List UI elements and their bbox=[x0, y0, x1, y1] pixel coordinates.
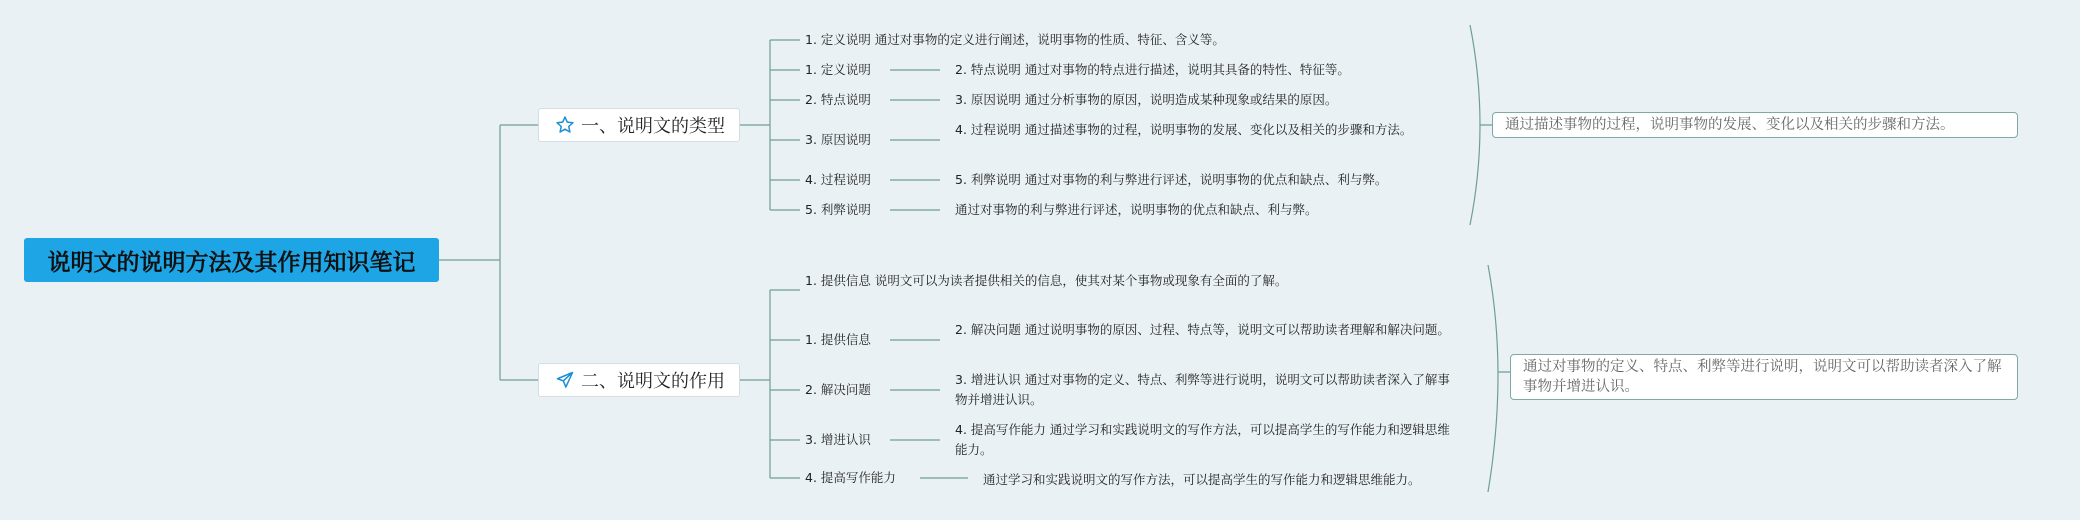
node-text[interactable]: 2. 特点说明 通过对事物的特点进行描述，说明其具备的特性、特征等。 bbox=[955, 62, 1350, 77]
node-text[interactable]: 2. 解决问题 通过说明事物的原因、过程、特点等，说明文可以帮助读者理解和解决问题。 bbox=[955, 322, 1450, 337]
paper-plane-icon bbox=[555, 370, 575, 390]
node-text[interactable]: 4. 提高写作能力 bbox=[805, 470, 896, 485]
node-text[interactable]: 3. 原因说明 通过分析事物的原因，说明造成某种现象或结果的原因。 bbox=[955, 92, 1338, 107]
root-topic[interactable] bbox=[24, 238, 439, 282]
node-text[interactable]: 通过对事物的利与弊进行评述，说明事物的优点和缺点、利与弊。 bbox=[955, 202, 1318, 217]
summary-text: 通过对事物的定义、特点、利弊等进行说明，说明文可以帮助读者深入了解事物并增进认识。 bbox=[1523, 359, 2002, 395]
star-icon bbox=[555, 115, 575, 135]
node-text[interactable]: 通过学习和实践说明文的写作方法，可以提高学生的写作能力和逻辑思维能力。 bbox=[983, 472, 1421, 487]
node-text[interactable]: 4. 过程说明 通过描述事物的过程，说明事物的发展、变化以及相关的步骤和方法。 bbox=[955, 122, 1413, 137]
node-text[interactable]: 2. 解决问题 bbox=[805, 382, 871, 397]
branch-label: 二、说明文的作用 bbox=[581, 371, 725, 392]
node-text[interactable]: 3. 原因说明 bbox=[805, 132, 871, 147]
node-text[interactable]: 5. 利弊说明 通过对事物的利与弊进行评述，说明事物的优点和缺点、利与弊。 bbox=[955, 172, 1388, 187]
branch-functions[interactable] bbox=[538, 363, 740, 397]
node-text[interactable]: 3. 增进认识 通过对事物的定义、特点、利弊等进行说明，说明文可以帮助读者深入了解事物并增进认识。 bbox=[955, 372, 1450, 407]
node-text[interactable]: 3. 增进认识 bbox=[805, 432, 871, 447]
node-text[interactable]: 1. 定义说明 bbox=[805, 62, 871, 77]
summary-box[interactable] bbox=[1510, 354, 2018, 400]
branch-types[interactable] bbox=[538, 108, 740, 142]
node-text[interactable]: 1. 定义说明 通过对事物的定义进行阐述，说明事物的性质、特征、含义等。 bbox=[805, 32, 1225, 47]
node-text[interactable]: 4. 提高写作能力 通过学习和实践说明文的写作方法，可以提高学生的写作能力和逻辑思维能力。 bbox=[955, 422, 1450, 457]
summary-text: 通过描述事物的过程，说明事物的发展、变化以及相关的步骤和方法。 bbox=[1505, 117, 1955, 133]
summary-box[interactable] bbox=[1492, 112, 2018, 138]
node-text[interactable]: 5. 利弊说明 bbox=[805, 202, 871, 217]
node-text[interactable]: 2. 特点说明 bbox=[805, 92, 871, 107]
node-text[interactable]: 1. 提供信息 说明文可以为读者提供相关的信息，使其对某个事物或现象有全面的了解。 bbox=[805, 273, 1288, 288]
node-text[interactable]: 1. 提供信息 bbox=[805, 332, 871, 347]
branch-label: 一、说明文的类型 bbox=[581, 116, 725, 137]
root-title: 说明文的说明方法及其作用知识笔记 bbox=[47, 249, 416, 276]
node-text[interactable]: 4. 过程说明 bbox=[805, 172, 871, 187]
